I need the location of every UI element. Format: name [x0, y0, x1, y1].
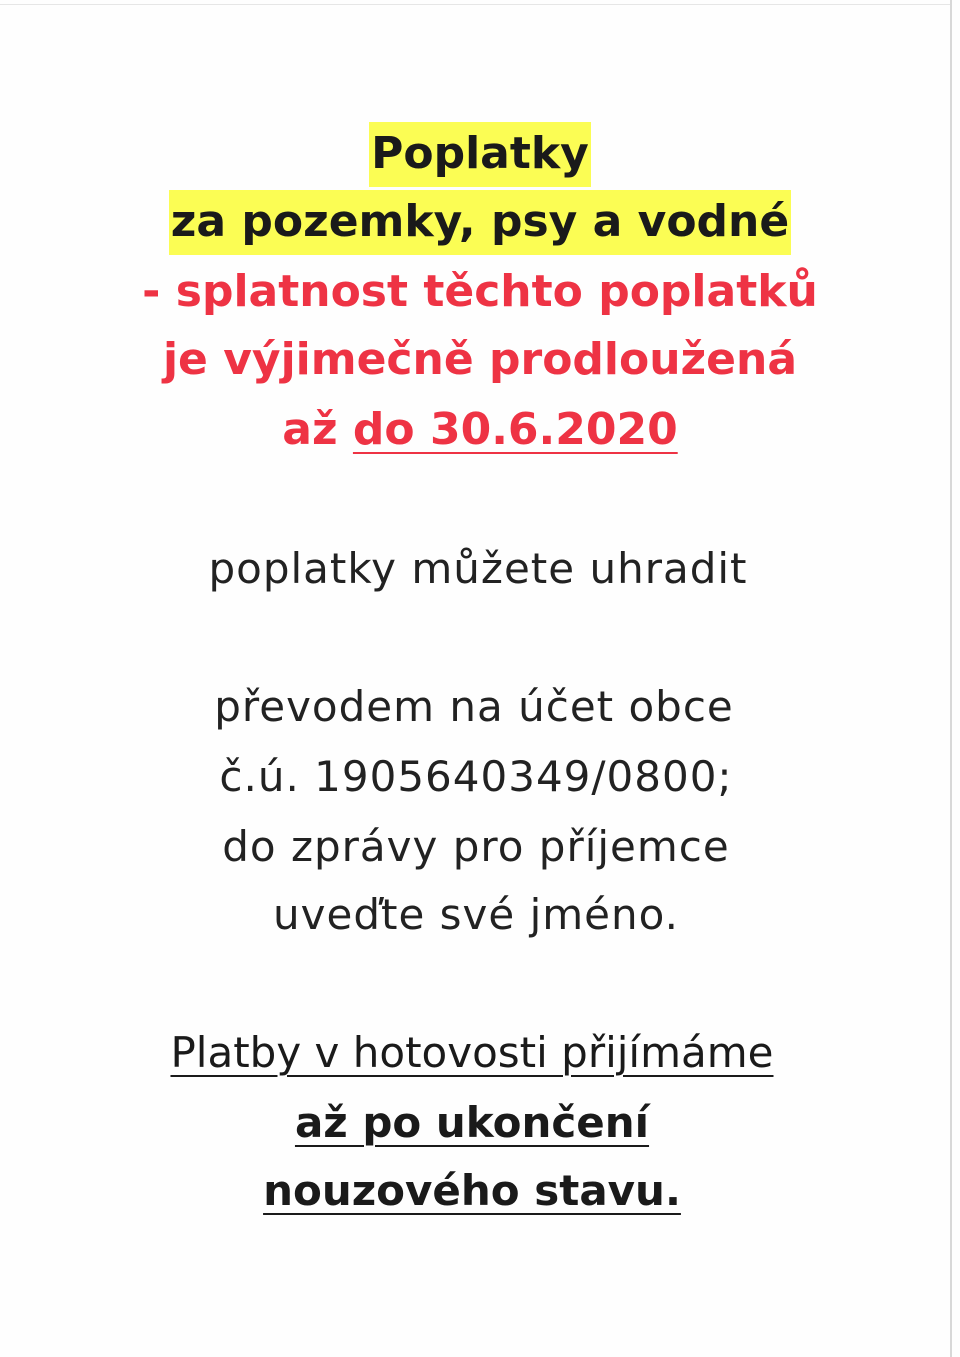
title-line-1 [0, 128, 960, 179]
cash-line-3: nouzového stavu. [263, 1166, 681, 1215]
deadline-prefix: až [282, 404, 338, 455]
title-highlight-2: za pozemky, psy a vodné [169, 190, 791, 255]
scan-edge-top [0, 4, 952, 5]
transfer-line-1: převodem na účet obce [214, 682, 734, 731]
payment-intro: poplatky můžete uhradit [208, 544, 748, 593]
title-line-2 [0, 196, 960, 247]
deadline-line-3 [0, 404, 960, 455]
deadline-line-2: je výjimečně prodloužená [162, 334, 798, 385]
transfer-line-4: uveďte své jméno. [273, 890, 679, 939]
cash-line-2: až po ukončení [294, 1098, 650, 1147]
deadline-line-1: - splatnost těchto poplatků [142, 266, 818, 317]
title-highlight-1: Poplatky [369, 122, 591, 187]
account-number: č.ú. 1905640349/0800; [219, 752, 733, 801]
transfer-line-3: do zprávy pro příjemce [222, 822, 730, 871]
deadline-date: do 30.6.2020 [352, 404, 678, 455]
cash-line-1: Platby v hotovosti přijímáme [170, 1028, 774, 1077]
